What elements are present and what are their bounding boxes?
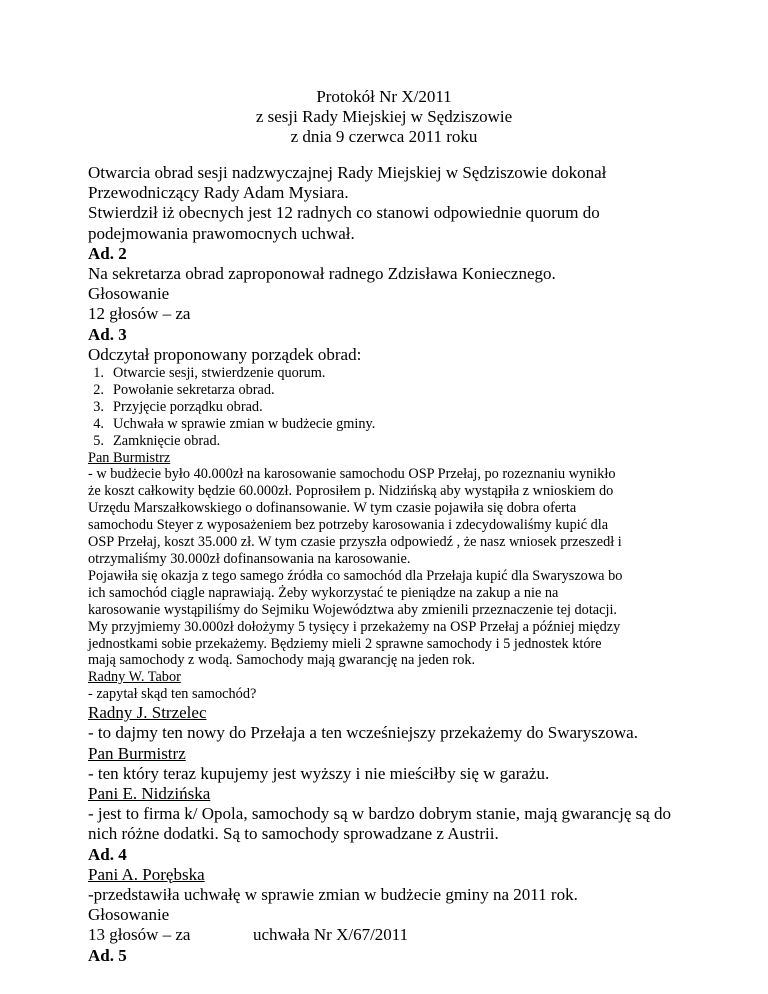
agenda-item-number: 5. [93, 432, 104, 449]
ad2-text: Na sekretarza obrad zaproponował radnego Zdzisława Koniecznego. [88, 264, 556, 284]
agenda-item-number: 2. [93, 381, 104, 398]
intro-line: Otwarcia obrad sesji nadzwyczajnej Rady Miejskiej w Sędziszowie dokonał [88, 163, 607, 182]
agenda-item [88, 382, 688, 399]
speech-line: Urzędu Marszałkowskiego o dofinansowanie. W tym czasie pojawiła się dobra oferta [88, 500, 577, 517]
ad3-heading: Ad. 3 [88, 324, 127, 344]
protocol-title: Protokół Nr X/2011 [316, 87, 452, 106]
speech-line: mają samochody z wodą. Samochody mają gwarancję na jeden rok. [88, 652, 476, 669]
agenda-item [88, 433, 688, 450]
speech-line: jednostkami sobie przekażemy. Będziemy mieli 2 sprawne samochody i 5 jednostek które [88, 635, 602, 652]
speech-line: Pojawiła się okazja z tego samego źródła co samochód dla Przełaja kupić dla Swaryszowa bo [88, 567, 623, 584]
speaker-name: Radny W. Tabor [88, 669, 181, 686]
speaker-name: Pani E. Nidzińska [88, 783, 211, 803]
agenda-item [88, 416, 688, 433]
intro-line: Przewodniczący Rady Adam Mysiara. [88, 183, 349, 203]
intro-line: Stwierdził iż obecnych jest 12 radnych co stanowi odpowiednie quorum do [88, 203, 600, 223]
agenda-item [88, 399, 688, 416]
agenda-item-text: Otwarcie sesji, stwierdzenie quorum. [113, 365, 326, 382]
agenda-list [88, 365, 688, 450]
session-line: z sesji Rady Miejskiej w Sędziszowie [255, 107, 513, 126]
document-header [0, 87, 768, 147]
agenda-item-number: 4. [93, 415, 104, 432]
agenda-item [88, 365, 688, 382]
speech-line: - zapytał skąd ten samochód? [88, 686, 257, 703]
speaker-name: Pan Burmistrz [88, 449, 171, 466]
agenda-item-text: Uchwała w sprawie zmian w budżecie gminy. [113, 415, 376, 432]
intro-line: podejmowania prawomocnych uchwał. [88, 223, 355, 243]
speech-line: samochodu Steyer z wyposażeniem bez potrzeby karosowania i zdecydowaliśmy kupić dla [88, 517, 609, 534]
ad2-vote-result: 12 głosów – za [88, 304, 191, 324]
speech-line: ich samochód ciągle naprawiają. Żeby wykorzystać te pieniądze na zakup a nie na [88, 584, 559, 601]
agenda-item-text: Powołanie sekretarza obrad. [113, 381, 275, 398]
speech-line: OSP Przełaj, koszt 35.000 zł. W tym czasie przyszła odpowiedź , że nasz wniosek przeszedł i [88, 534, 622, 551]
resolution-number: uchwała Nr X/67/2011 [253, 925, 409, 945]
ad4-heading: Ad. 4 [88, 844, 127, 864]
agenda-item-number: 3. [93, 398, 104, 415]
ad4-vote-label: Głosowanie [88, 905, 170, 925]
speaker-name: Pan Burmistrz [88, 743, 186, 763]
speech-line: karosowanie wystąpiliśmy do Sejmiku Województwa aby zmienili przeznaczenie tej dotacji. [88, 601, 617, 618]
speech-line: My przyjmiemy 30.000zł dołożymy 5 tysięcy i przekażemy na OSP Przełaj a później między [88, 618, 621, 635]
ad5-heading: Ad. 5 [88, 945, 127, 965]
document-body [88, 163, 688, 966]
speaker-name: Radny J. Strzelec [88, 703, 207, 723]
speech-line: otrzymaliśmy 30.000zł dofinansowania na karosowanie. [88, 551, 411, 567]
speech-line: nich różne dodatki. Są to samochody sprowadzane z Austrii. [88, 824, 499, 844]
speech-line: - to dajmy ten nowy do Przełaja a ten wcześniejszy przekażemy do Swaryszowa. [88, 723, 638, 743]
ad2-vote-label: Głosowanie [88, 284, 170, 304]
speaker-name: Pani A. Porębska [88, 864, 205, 884]
agenda-item-text: Zamknięcie obrad. [113, 432, 221, 449]
agenda-item-number: 1. [93, 365, 104, 382]
ad4-vote-result: 13 głosów – za [88, 925, 191, 945]
date-line: z dnia 9 czerwca 2011 roku [290, 127, 478, 146]
speech-line: - ten który teraz kupujemy jest wyższy i nie mieściłby się w garażu. [88, 763, 550, 783]
speech-line: - jest to firma k/ Opola, samochody są w bardzo dobrym stanie, mają gwarancję są do [88, 804, 672, 824]
ad4-text: -przedstawiła uchwałę w sprawie zmian w budżecie gminy na 2011 rok. [88, 884, 578, 904]
agenda-item-text: Przyjęcie porządku obrad. [113, 398, 263, 415]
ad2-heading: Ad. 2 [88, 243, 127, 263]
speech-line: że koszt całkowity będzie 60.000zł. Poprosiłem p. Nidzińską aby wystąpiła z wnioskiem do [88, 483, 614, 500]
ad3-text: Odczytał proponowany porządek obrad: [88, 344, 362, 364]
ad4-vote-row [88, 925, 688, 945]
speech-line: - w budżecie było 40.000zł na karosowanie samochodu OSP Przełaj, po rozeznaniu wynikło [88, 466, 616, 483]
